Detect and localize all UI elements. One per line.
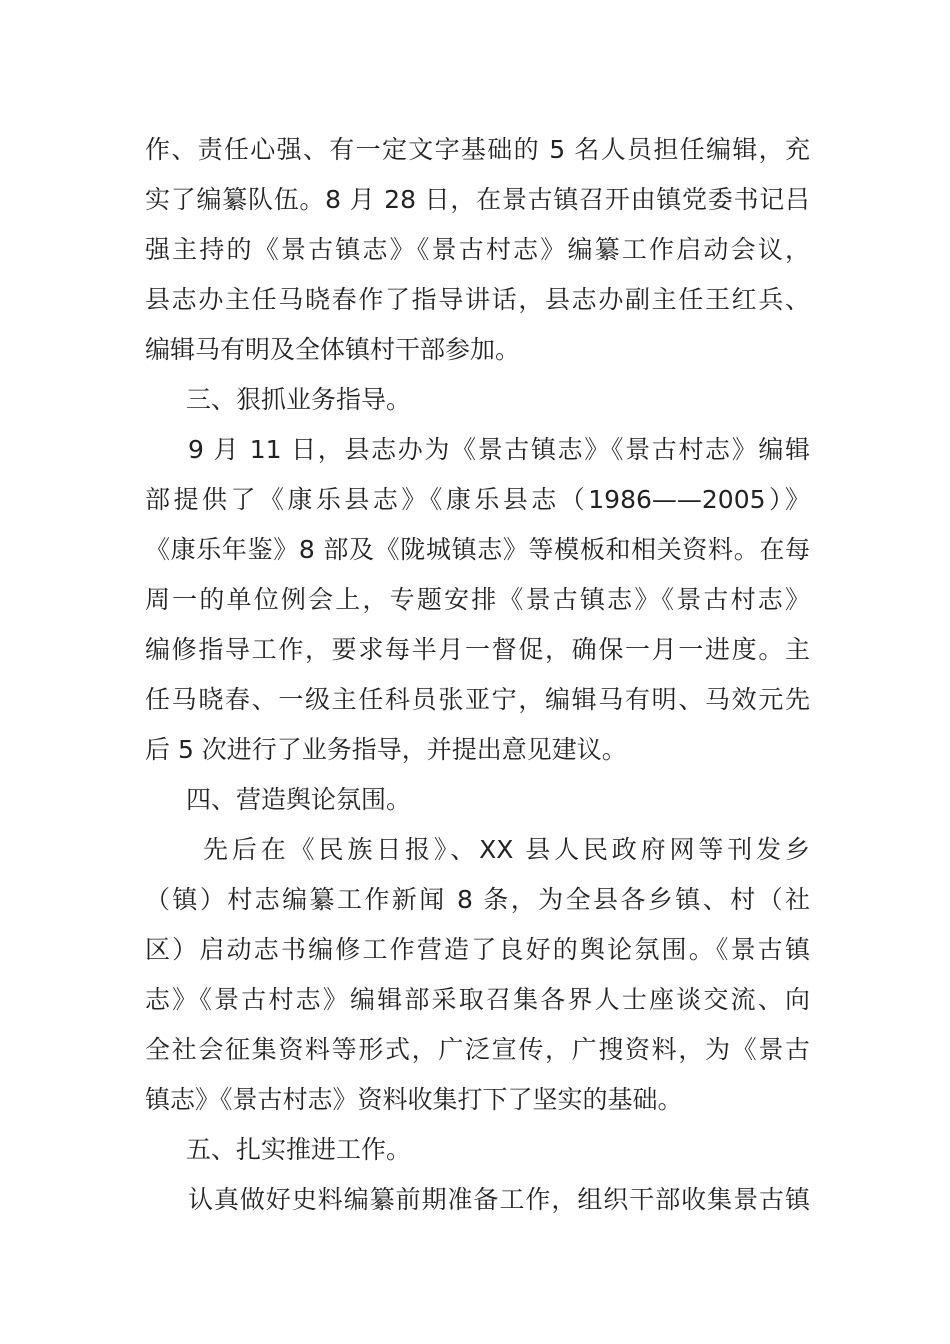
body-text-line: 部提供了《康乐县志》《康乐县志（1986——2005）》	[145, 485, 810, 514]
body-text-line: 先后在《民族日报》、XX 县人民政府网等刊发乡	[203, 835, 810, 864]
body-text-line: 实了编纂队伍。8 月 28 日，在景古镇召开由镇党委书记吕	[145, 185, 810, 214]
body-text-line: 强主持的《景古镇志》《景古村志》编纂工作启动会议，	[145, 235, 810, 264]
body-text-line: 编修指导工作，要求每半月一督促，确保一月一进度。主	[145, 635, 810, 664]
section-heading: 四、营造舆论氛围。	[186, 785, 412, 814]
body-text-line: 作、责任心强、有一定文字基础的 5 名人员担任编辑，充	[145, 135, 810, 164]
body-text-line: 后 5 次进行了业务指导，并提出意见建议。	[145, 735, 627, 764]
body-text-line: 《康乐年鉴》8 部及《陇城镇志》等模板和相关资料。在每	[145, 535, 810, 564]
body-text-line: 志》《景古村志》编辑部采取召集各界人士座谈交流、向	[145, 985, 810, 1014]
body-text-line: 认真做好史料编纂前期准备工作，组织干部收集景古镇	[188, 1185, 810, 1214]
body-text-line: 9 月 11 日，县志办为《景古镇志》《景古村志》编辑	[188, 435, 810, 464]
body-text-line: 区）启动志书编修工作营造了良好的舆论氛围。《景古镇	[145, 935, 810, 964]
body-text-line: 任马晓春、一级主任科员张亚宁，编辑马有明、马效元先	[145, 685, 810, 714]
body-text-line: 全社会征集资料等形式，广泛宣传，广搜资料，为《景古	[145, 1035, 810, 1064]
body-text-line: 县志办主任马晓春作了指导讲话，县志办副主任王红兵、	[145, 285, 810, 314]
body-text-line: （镇）村志编纂工作新闻 8 条，为全县各乡镇、村（社	[145, 885, 810, 914]
body-text-line: 编辑马有明及全体镇村干部参加。	[145, 335, 521, 364]
body-text-line: 镇志》《景古村志》资料收集打下了坚实的基础。	[145, 1085, 683, 1114]
body-text-line: 周一的单位例会上，专题安排《景古镇志》《景古村志》	[145, 585, 810, 614]
section-heading: 三、狠抓业务指导。	[186, 385, 412, 414]
section-heading: 五、扎实推进工作。	[186, 1135, 412, 1164]
